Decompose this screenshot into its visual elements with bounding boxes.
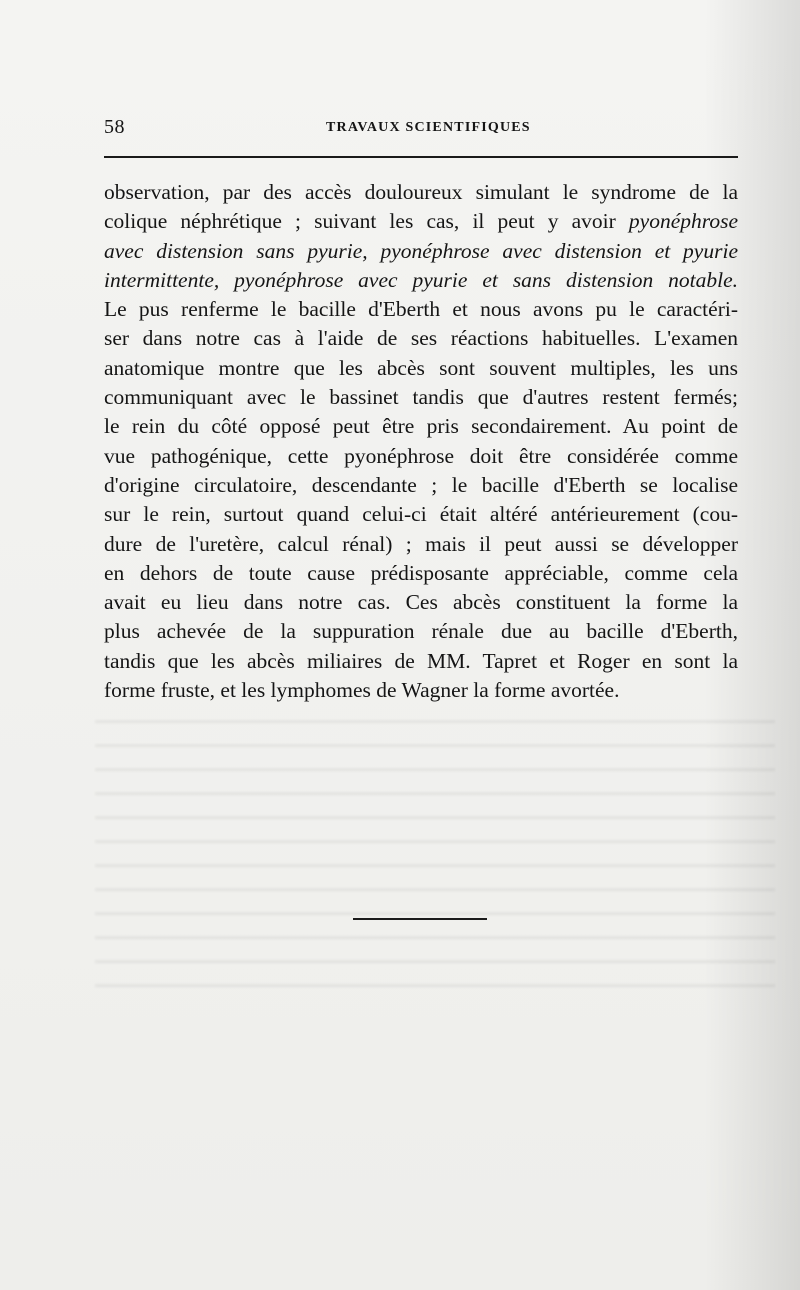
text-line: communiquant avec le bassinet tandis que d'autres restent fermés;: [104, 385, 738, 410]
page-number: 58: [104, 116, 125, 138]
italic-line: intermittente, pyonéphrose avec pyurie et sans distension notable.: [104, 267, 738, 292]
text-line: avait eu lieu dans notre cas. Ces abcès constituent la forme la: [104, 590, 738, 615]
section-end-rule: [353, 918, 487, 920]
running-title: TRAVAUX SCIENTIFIQUES: [326, 120, 531, 135]
text-line: [104, 266, 738, 295]
text-line: en dehors de toute cause prédisposante appréciable, comme cela: [104, 560, 738, 585]
text-line: sur le rein, surtout quand celui-ci était altéré antérieurement (cou-: [104, 502, 738, 527]
text-line: observation, par des accès douloureux simulant le syndrome de la: [104, 180, 738, 204]
text-segment: colique néphrétique ; suivant les cas, il peut y avoir: [104, 209, 629, 234]
text-line: [104, 207, 738, 236]
italic-term: pyonéphrose: [628, 209, 738, 234]
text-line: anatomique montre que les abcès sont souvent multiples, les uns: [104, 355, 738, 380]
text-line: tandis que les abcès miliaires de MM. Tapret et Roger en sont la: [104, 648, 738, 673]
body-paragraph: [104, 178, 738, 705]
page-header: [104, 113, 740, 143]
text-line: Le pus renferme le bacille d'Eberth et nous avons pu le caractéri-: [104, 297, 738, 322]
italic-line: avec distension sans pyurie, pyonéphrose avec distension et pyurie: [104, 238, 738, 263]
text-line: dure de l'uretère, calcul rénal) ; mais il peut aussi se développer: [104, 531, 738, 556]
text-line: forme fruste, et les lymphomes de Wagner la forme avortée.: [104, 678, 620, 703]
text-line: plus achevée de la suppuration rénale due au bacille d'Eberth,: [104, 619, 738, 644]
text-line: [104, 237, 738, 266]
text-line: vue pathogénique, cette pyonéphrose doit être considérée comme: [104, 443, 738, 468]
show-through-texture: [95, 700, 775, 1000]
text-line: ser dans notre cas à l'aide de ses réactions habituelles. L'examen: [104, 326, 738, 351]
header-rule: [104, 156, 738, 158]
text-line: d'origine circulatoire, descendante ; le bacille d'Eberth se localise: [104, 472, 738, 497]
text-line: le rein du côté opposé peut être pris secondairement. Au point de: [104, 414, 738, 439]
